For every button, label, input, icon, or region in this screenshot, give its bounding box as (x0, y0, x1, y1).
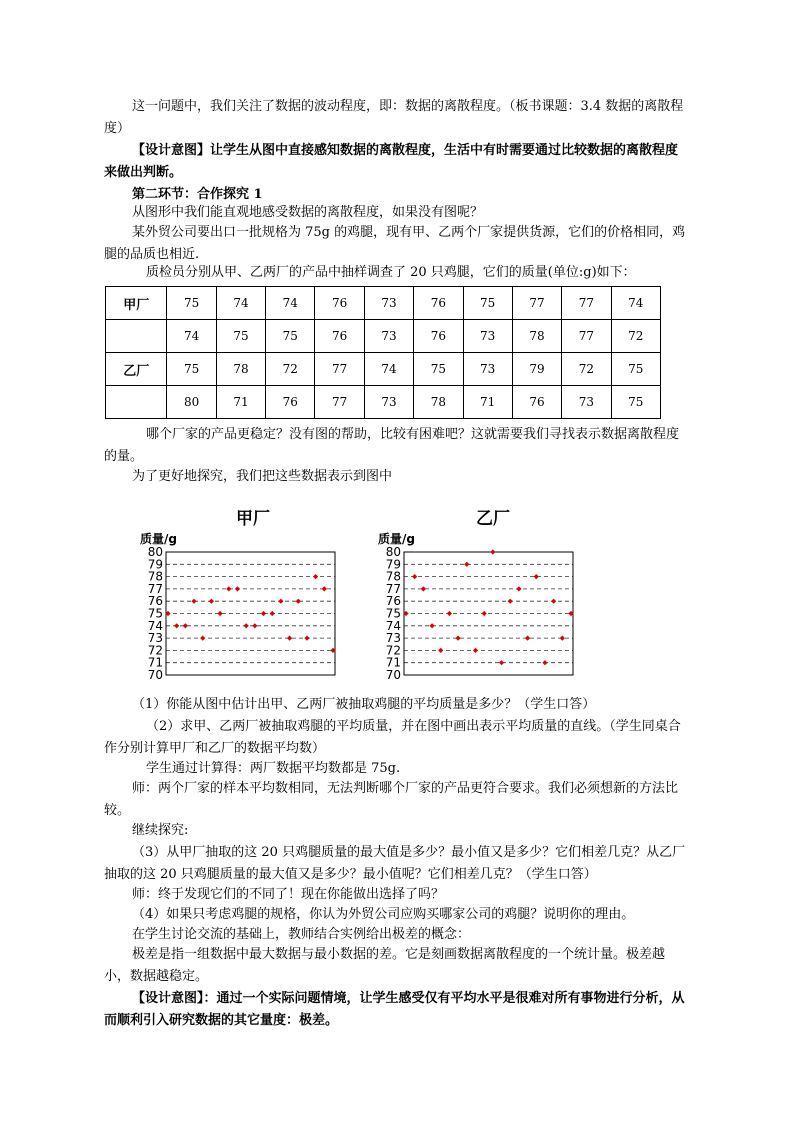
y-tick-label: 74 (147, 618, 163, 633)
data-point (244, 623, 249, 628)
design-intent-1: 【设计意图】让学生从图中直接感知数据的离散程度，生活中有时需要通过比较数据的离散程度来做出判断。 (104, 143, 679, 180)
data-point (464, 562, 469, 567)
y-tick-label: 71 (147, 655, 163, 670)
table-cell: 75 (414, 353, 463, 386)
table-cell: 75 (611, 386, 660, 419)
y-tick-label: 79 (385, 557, 401, 572)
paragraph-4: 从图形中我们能直观地感受数据的离散程度，如果没有图呢？ (132, 205, 484, 220)
data-point (490, 549, 495, 554)
table-cell: 71 (463, 386, 512, 419)
y-tick-label: 73 (385, 631, 401, 646)
question-4: （4）如果只考虑鸡腿的规格，你认为外贸公司应购买哪家公司的鸡腿？说明你的理由。 (132, 907, 635, 922)
data-point (473, 648, 478, 653)
chart-b-title: 乙厂 (476, 509, 510, 529)
table-cell: 76 (414, 287, 463, 320)
data-point (200, 636, 205, 641)
table-cell: 75 (266, 320, 315, 353)
table-cell: 77 (315, 353, 364, 386)
table-cell: 73 (463, 353, 512, 386)
data-point (447, 611, 452, 616)
data-point (534, 574, 539, 579)
table-cell: 74 (167, 320, 216, 353)
data-point (542, 660, 547, 665)
table-cell: 72 (611, 320, 660, 353)
data-table (105, 286, 661, 419)
paragraph-6: 质检员分别从甲、乙两厂的产品中抽样调查了 20 只鸡腿，它们的质量(单位:g)如下： (146, 265, 636, 280)
y-tick-label: 77 (385, 581, 401, 596)
y-tick-label: 77 (147, 581, 163, 596)
paragraph-15: 师：终于发现它们的不同了！现在你能做出选择了吗？ (132, 887, 445, 902)
data-point (304, 636, 309, 641)
data-point (278, 599, 283, 604)
range-definition: 极差是指一组数据中最大数据与最小数据的差。它是刻画数据离散程度的一个统计量。极差越小，数据越稳定。 (104, 947, 666, 984)
y-tick-label: 75 (147, 606, 163, 621)
y-tick-label: 70 (385, 668, 401, 682)
section-heading: 第二环节：合作探究 1 (132, 187, 263, 202)
table-row (106, 320, 661, 353)
data-point (235, 586, 240, 591)
table-cell: 75 (463, 287, 512, 320)
data-point (525, 636, 530, 641)
data-point (261, 611, 266, 616)
data-point (551, 599, 556, 604)
table-row (106, 386, 661, 419)
table-cell: 74 (611, 287, 660, 320)
data-point (226, 586, 231, 591)
chart-a-title: 甲厂 (236, 509, 270, 529)
y-tick-label: 79 (147, 557, 163, 572)
data-point (322, 586, 327, 591)
table-cell: 73 (463, 320, 512, 353)
data-point (252, 623, 257, 628)
table-cell: 77 (562, 320, 611, 353)
empty-label-cell (106, 386, 167, 419)
paragraph-12: 师：两个厂家的样本平均数相同，无法判断哪个厂家的产品更符合要求。我们必须想新的方法比较。 (104, 781, 679, 818)
table-cell: 77 (512, 287, 561, 320)
y-axis-label: 质量/g (140, 532, 177, 546)
design-intent-2: 【设计意图】：通过一个实际问题情境，让学生感受仅有平均水平是很难对所有事物进行分析，从而顺利引入研究数据的其它量度：极差。 (104, 991, 685, 1028)
chart-a (130, 528, 355, 688)
paragraph-5: 某外贸公司要出口一批规格为 75g 的鸡腿，现有甲、乙两个厂家提供货源，它们的价格相同，鸡腿的品质也相近. (104, 225, 686, 262)
data-point (482, 611, 487, 616)
data-point (412, 574, 417, 579)
table-cell: 77 (562, 287, 611, 320)
y-tick-label: 78 (385, 569, 401, 584)
table-cell: 78 (414, 386, 463, 419)
data-point (429, 623, 434, 628)
table-cell: 76 (414, 320, 463, 353)
data-point (183, 623, 188, 628)
data-point (174, 623, 179, 628)
empty-label-cell (106, 320, 167, 353)
table-cell: 71 (216, 386, 265, 419)
table-cell: 77 (315, 386, 364, 419)
data-point (218, 611, 223, 616)
y-tick-label: 78 (147, 569, 163, 584)
table-cell: 73 (364, 320, 413, 353)
data-point (560, 636, 565, 641)
y-tick-label: 80 (385, 545, 401, 559)
question-1: （1）你能从图中估计出甲、乙两厂被抽取鸡腿的平均质量是多少？（学生口答） (132, 697, 596, 712)
table-row (106, 353, 661, 386)
y-tick-label: 75 (385, 606, 401, 621)
y-axis-label: 质量/g (378, 532, 415, 546)
table-cell: 75 (611, 353, 660, 386)
table-cell: 76 (315, 320, 364, 353)
table-cell: 73 (364, 287, 413, 320)
table-row (106, 287, 661, 320)
table-cell: 78 (216, 353, 265, 386)
y-tick-label: 72 (147, 643, 163, 658)
y-tick-label: 74 (385, 618, 401, 633)
table-cell: 73 (562, 386, 611, 419)
paragraph-17: 在学生讨论交流的基础上，教师结合实例给出极差的概念： (132, 927, 471, 942)
question-2: （2）求甲、乙两厂被抽取鸡腿的平均质量，并在图中画出表示平均质量的直线。（学生同桌合作分别计算甲厂和乙厂的数据平均数） (104, 719, 681, 756)
question-3: （3）从甲厂抽取的这 20 只鸡腿质量的最大值是多少？最小值又是多少？它们相差几克？从乙厂抽取的这 20 只鸡腿质量的最大值又是多少？最小值呢？它们相差几克？（学生口答） (104, 845, 686, 882)
table-cell: 74 (266, 287, 315, 320)
paragraph-1: 这一问题中，我们关注了数据的波动程度，即：数据的离散程度。（板书课题：3.4 数据的离散程度） (104, 99, 684, 136)
y-tick-label: 80 (147, 545, 163, 559)
paragraph-11: 学生通过计算得：两厂数据平均数都是 75g. (146, 761, 401, 776)
table-cell: 76 (315, 287, 364, 320)
data-point (508, 599, 513, 604)
y-tick-label: 76 (147, 594, 163, 609)
table-cell: 75 (167, 287, 216, 320)
chart-b (368, 528, 593, 688)
factory-b-label: 乙厂 (106, 353, 167, 386)
data-point (191, 599, 196, 604)
paragraph-13: 继续探究: (132, 823, 189, 838)
table-cell: 78 (512, 320, 561, 353)
data-point (499, 660, 504, 665)
y-tick-label: 71 (385, 655, 401, 670)
table-cell: 72 (266, 353, 315, 386)
data-point (313, 574, 318, 579)
table-cell: 79 (512, 353, 561, 386)
data-point (296, 599, 301, 604)
factory-a-label: 甲厂 (106, 287, 167, 320)
table-cell: 73 (364, 386, 413, 419)
table-cell: 80 (167, 386, 216, 419)
y-tick-label: 76 (385, 594, 401, 609)
table-cell: 75 (216, 320, 265, 353)
data-point (438, 648, 443, 653)
paragraph-8: 为了更好地探究，我们把这些数据表示到图中 (132, 469, 393, 484)
table-cell: 74 (216, 287, 265, 320)
paragraph-7: 哪个厂家的产品更稳定？没有图的帮助，比较有困难吧？这就需要我们寻找表示数据离散程度的量。 (104, 427, 680, 464)
data-point (270, 611, 275, 616)
table-cell: 74 (364, 353, 413, 386)
table-cell: 76 (266, 386, 315, 419)
y-tick-label: 70 (147, 668, 163, 682)
y-tick-label: 72 (385, 643, 401, 658)
table-cell: 76 (512, 386, 561, 419)
data-point (516, 586, 521, 591)
data-point (209, 599, 214, 604)
data-point (421, 586, 426, 591)
data-point (456, 636, 461, 641)
table-cell: 72 (562, 353, 611, 386)
data-point (287, 636, 292, 641)
table-cell: 75 (167, 353, 216, 386)
y-tick-label: 73 (147, 631, 163, 646)
